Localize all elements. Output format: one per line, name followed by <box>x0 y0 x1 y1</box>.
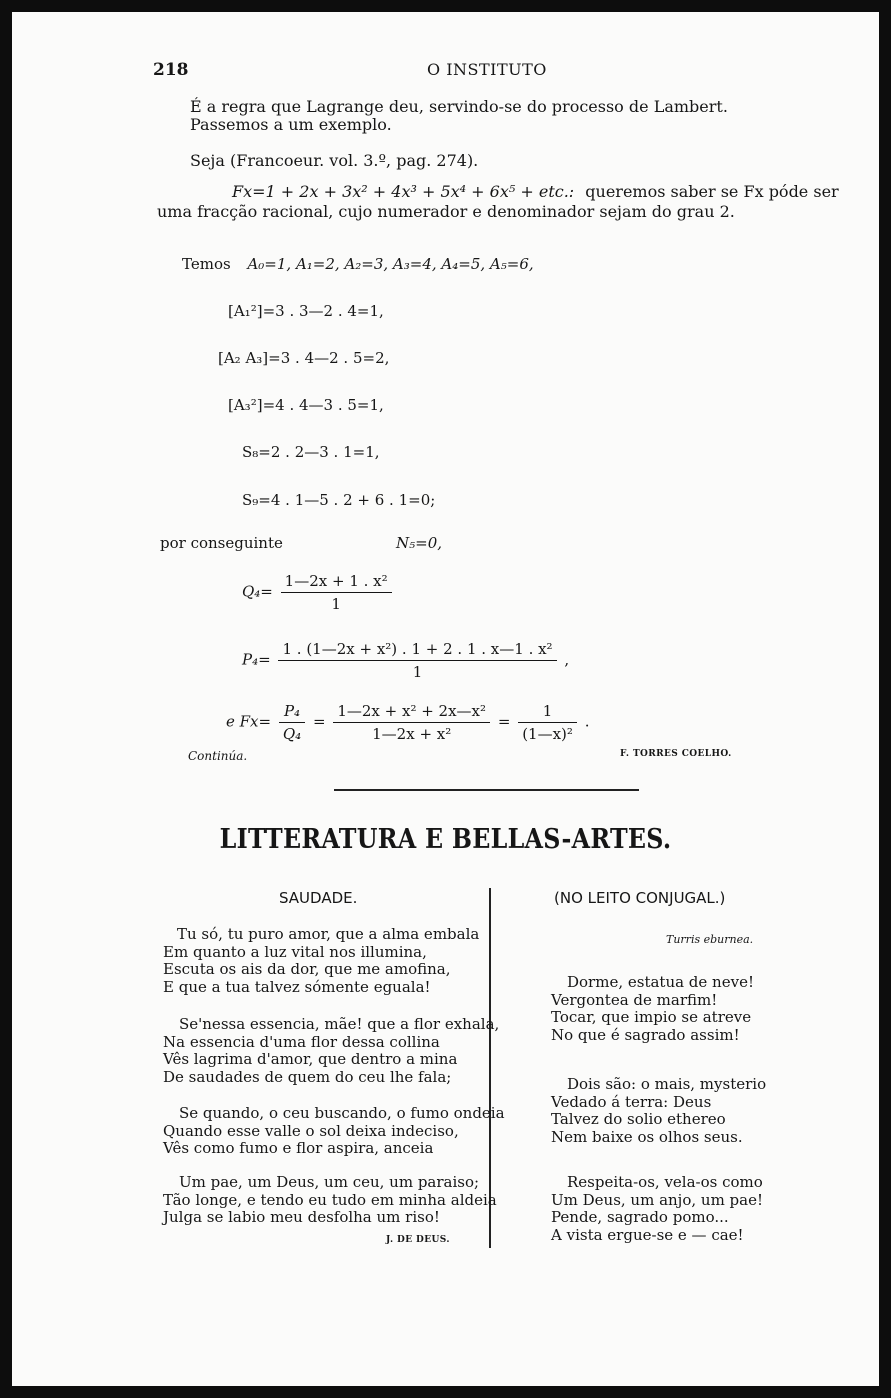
poem-line: Tu só, tu puro amor, que a alma embala <box>177 925 480 943</box>
author-torres-coelho: F. TORRES COELHO. <box>620 749 732 759</box>
p-equation <box>242 640 569 681</box>
f-pq-numerator: P₄ <box>279 702 305 723</box>
f-equals-1: = <box>312 712 326 731</box>
q-numerator: 1—2x + 1 . x² <box>281 572 392 593</box>
poem-line: No que é sagrado assim! <box>551 1025 740 1044</box>
poem-line: Pende, sagrado pomo... <box>551 1208 729 1226</box>
equation-1: [A₁²]=3 . 3—2 . 4=1, <box>228 302 384 320</box>
equation-5: S₉=4 . 1—5 . 2 + 6 . 1=0; <box>242 491 436 509</box>
poem-line: Nem baixe os olhos seus. <box>551 1127 743 1146</box>
f-mid-numerator: 1—2x + x² + 2x—x² <box>333 702 490 723</box>
continua-note: Continúa. <box>188 749 248 763</box>
poem-line: Um Deus, um anjo, um pae! <box>551 1190 764 1209</box>
poem-line: Se quando, o ceu buscando, o fumo ondeia <box>179 1104 505 1122</box>
conseguinte-value: N₅=0, <box>396 534 443 552</box>
f-tail: . <box>584 712 590 731</box>
f-last-fraction <box>518 702 577 743</box>
poem-line: Vedado á terra: Deus <box>551 1092 712 1111</box>
poem-line: Talvez do solio ethereo <box>551 1110 726 1128</box>
poem-left-title: SAUDADE. <box>279 889 358 907</box>
poem-left-stanza-2 <box>163 1016 499 1086</box>
series-formula: Fx=1 + 2x + 3x² + 4x³ + 5x⁴ + 6x⁵ + etc.: <box>232 182 575 201</box>
q-denominator: 1 <box>331 595 341 613</box>
poem-line: Tocar, que impio se atreve <box>551 1008 752 1026</box>
poem-right-title: (NO LEITO CONJUGAL.) <box>554 889 726 907</box>
poem-line: Escuta os ais da dor, que me amofina, <box>163 960 451 978</box>
f-last-denominator: (1—x)² <box>522 725 573 743</box>
poem-line: Vês lagrima d'amor, que dentro a mina <box>163 1050 458 1068</box>
poem-line: Respeita-os, vela-os como <box>567 1173 763 1191</box>
f-lhs: e Fx= <box>226 712 272 731</box>
poem-right-epigraph: Turris eburnea. <box>666 933 754 946</box>
p-numerator: 1 . (1—2x + x²) . 1 + 2 . 1 . x—1 . x² <box>278 640 556 661</box>
p-fraction <box>278 640 556 681</box>
f-pq-fraction <box>279 702 305 743</box>
journal-title: O INSTITUTO <box>427 60 547 79</box>
poem-line: Um pae, um Deus, um ceu, um paraiso; <box>179 1173 480 1191</box>
temos-values: A₀=1, A₁=2, A₂=3, A₃=4, A₄=5, A₅=6, <box>247 255 534 273</box>
poem-line: De saudades de quem do ceu lhe fala; <box>163 1067 452 1086</box>
p-tail: , <box>564 650 570 669</box>
intro-line-5: uma fracção racional, cujo numerador e denominador sejam do grau 2. <box>157 202 735 221</box>
equation-3: [A₃²]=4 . 4—3 . 5=1, <box>228 396 384 414</box>
poem-line: A vista ergue-se e — cae! <box>551 1225 744 1244</box>
poem-line: Em quanto a luz vital nos illumina, <box>163 942 427 961</box>
section-title: LITTERATURA E BELLAS-ARTES. <box>219 824 672 855</box>
q-equation <box>242 572 395 613</box>
poem-line: Na essencia d'uma flor dessa collina <box>163 1032 440 1051</box>
f-pq-denominator: Q₄ <box>282 725 302 743</box>
poem-left-stanza-1 <box>163 926 479 996</box>
intro-line-2: Passemos a um exemplo. <box>190 115 392 134</box>
f-equation <box>226 702 589 743</box>
poem-right-stanza-2 <box>551 1076 766 1146</box>
poem-right-stanza-1 <box>551 974 754 1044</box>
poem-line: Tão longe, e tendo eu tudo em minha aldeia <box>163 1190 497 1209</box>
conseguinte-label: por conseguinte <box>160 534 283 552</box>
equation-4: S₈=2 . 2—3 . 1=1, <box>242 443 380 461</box>
poem-line: Julga se labio meu desfolha um riso! <box>163 1208 440 1226</box>
page-number: 218 <box>153 60 189 80</box>
poem-line: Se'nessa essencia, mãe! que a flor exhala, <box>179 1015 500 1033</box>
q-lhs: Q₄= <box>242 582 273 601</box>
q-fraction <box>281 572 392 613</box>
poem-line: E que a tua talvez sómente eguala! <box>163 977 431 996</box>
series-line <box>232 183 839 201</box>
series-text: queremos saber se Fx póde ser <box>585 182 839 201</box>
p-denominator: 1 <box>412 663 423 681</box>
f-mid-fraction <box>333 702 490 743</box>
temos-line <box>182 255 534 273</box>
poem-line: Dorme, estatua de neve! <box>567 973 754 991</box>
poem-line: Quando esse valle o sol deixa indeciso, <box>163 1121 459 1140</box>
intro-line-1: É a regra que Lagrange deu, servindo-se do processo de Lambert. <box>190 97 728 116</box>
p-lhs: P₄= <box>242 650 271 669</box>
poem-left-stanza-3 <box>163 1105 505 1158</box>
document-page <box>12 12 879 1386</box>
f-mid-denominator: 1—2x + x² <box>372 725 452 743</box>
poem-line: Vês como fumo e flor aspira, anceia <box>163 1139 434 1157</box>
intro-line-3: Seja (Francoeur. vol. 3.º, pag. 274). <box>190 151 479 170</box>
temos-label: Temos <box>182 255 231 273</box>
poem-left-stanza-4 <box>163 1174 497 1227</box>
equation-2: [A₂ A₃]=3 . 4—2 . 5=2, <box>218 349 390 367</box>
f-equals-2: = <box>497 712 511 731</box>
poem-right-stanza-3 <box>551 1174 763 1244</box>
poem-left-author: J. DE DEUS. <box>386 1235 450 1245</box>
f-last-numerator: 1 <box>518 702 577 723</box>
poem-line: Dois são: o mais, mysterio <box>567 1075 767 1093</box>
poem-line: Vergontea de marfim! <box>551 990 718 1009</box>
section-divider <box>334 789 639 791</box>
